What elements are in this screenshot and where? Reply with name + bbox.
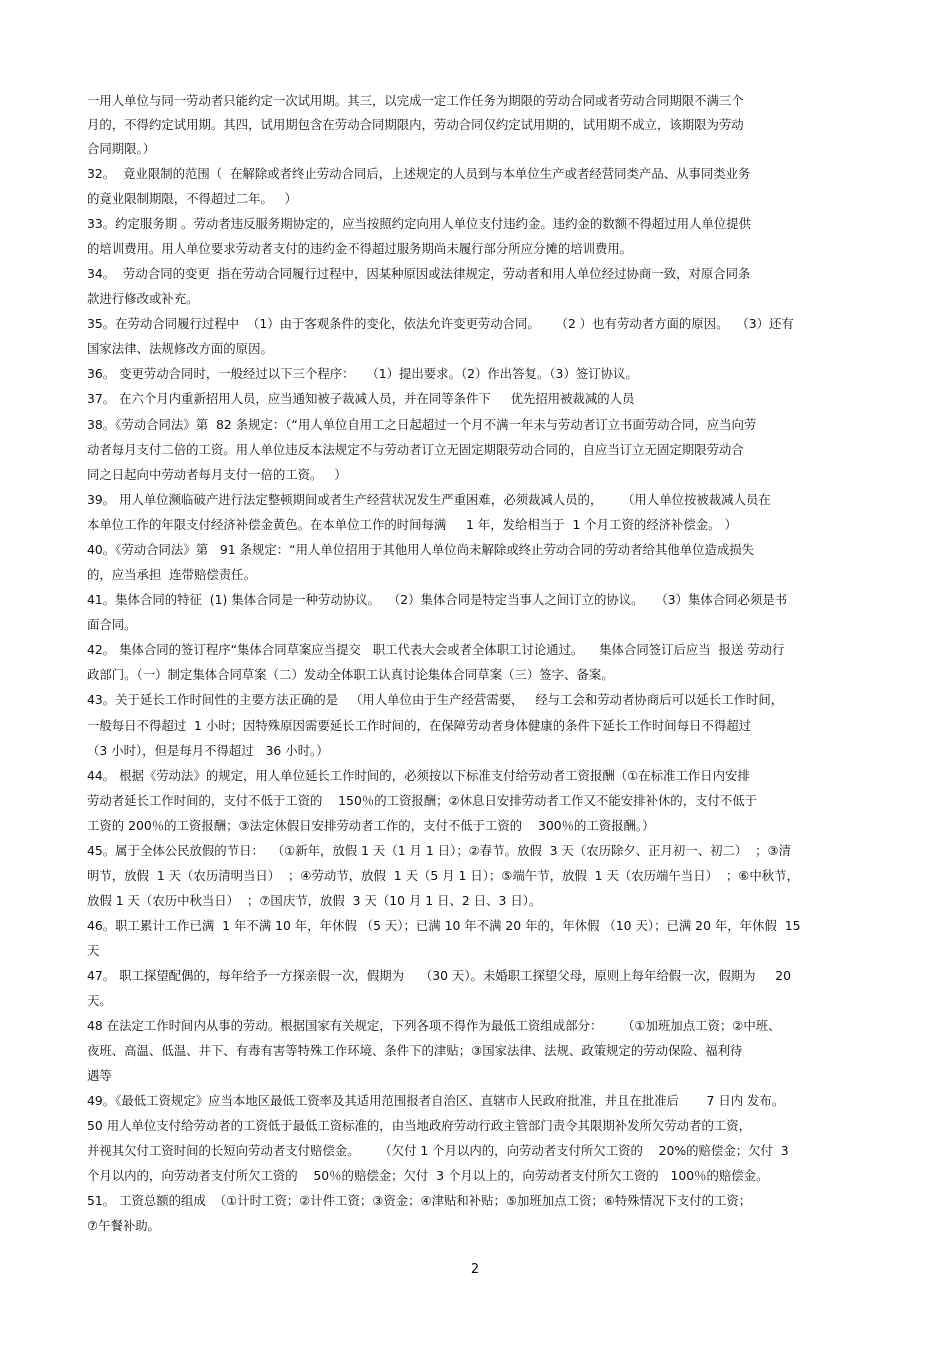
text-line: 41。集体合同的特征 (1) 集体合同是一种劳动协议。 （2）集体合同是特定当事人之间订立的协议。 （3）集体合同必须是书 bbox=[87, 592, 788, 607]
text-line: 合同期限。） bbox=[87, 141, 156, 156]
text-line: 36。 变更劳动合同时，一般经过以下三个程序： （1）提出要求。（2）作出答复。（3）签订协议。 bbox=[87, 366, 638, 381]
text-line: 国家法律、法规修改方面的原因。 bbox=[87, 341, 273, 356]
text-line: 42。 集体合同的签订程序“集体合同草案应当提交 职工代表大会或者全体职工讨论通过。 集体合同签订后应当 报送 劳动行 bbox=[87, 642, 785, 657]
text-line: 放假 1 天（农历中秋当日） ；⑦国庆节，放假 3 天（10 月 1 日、2 日、3 日）。 bbox=[87, 893, 542, 908]
text-line: 款进行修改或补充。 bbox=[87, 291, 199, 306]
text-line: 的竟业限制期限，不得超过二年。 ） bbox=[87, 191, 298, 206]
text-line: （3 小时），但是每月不得超过 36 小时。） bbox=[87, 743, 329, 758]
text-line: 49。《最低工资规定》应当本地区最低工资率及其适用范围报者自治区、直辖市人民政府批准，并且在批准后 7 日内 发布。 bbox=[87, 1093, 785, 1108]
text-line: 50 用人单位支付给劳动者的工资低于最低工资标准的，由当地政府劳动行政主管部门责令其限期补发所欠劳动者的工资， bbox=[87, 1118, 752, 1133]
text-line: 本单位工作的年限支付经济补偿金黄色。在本单位工作的时间每满 1 年，发给相当于 1 个月工资的经济补偿金。 ） bbox=[87, 517, 737, 532]
page-number: 2 bbox=[470, 1262, 480, 1277]
text-line: 天。 bbox=[87, 993, 112, 1008]
text-line: 39。 用人单位濒临破产进行法定整顿期间或者生产经营状况发生严重困难，必须裁减人员的， （用人单位按被裁减人员在 bbox=[87, 492, 771, 507]
text-line: 43。关于延长工作时间性的主要方法正确的是 （用人单位由于生产经营需要， 经与工会和劳动者协商后可以延长工作时间， bbox=[87, 692, 784, 707]
text-line: 同之日起向中劳动者每月支付一倍的工资。 ） bbox=[87, 467, 347, 482]
text-line: ⑦午餐补助。 bbox=[87, 1218, 161, 1233]
text-line: 明节，放假 1 天（农历清明当日） ；④劳动节，放假 1 天（5 月 1 日）；⑤端午节，放假 1 天（农历端午当日） ；⑥中秋节， bbox=[87, 868, 799, 883]
text-line: 一用人单位与同一劳动者只能约定一次试用期。其三，以完成一定工作任务为期限的劳动合同或者劳动合同期限不满三个 bbox=[87, 93, 744, 108]
text-line: 34。 劳动合同的变更 指在劳动合同履行过程中，因某种原因或法律规定，劳动者和用人单位经过协商一致，对原合同条 bbox=[87, 266, 751, 281]
text-line: 35。在劳动合同履行过程中 （1）由于客观条件的变化，依法允许变更劳动合同。 （2 ）也有劳动者方面的原因。 （3）还有 bbox=[87, 316, 794, 331]
text-line: 40。《劳动合同法》第 91 条规定：“用人单位招用于其他用人单位尚未解除或终止劳动合同的劳动者给其他单位造成损失 bbox=[87, 542, 755, 557]
text-line: 32。 竟业限制的范围（ 在解除或者终止劳动合同后，上述规定的人员到与本单位生产或者经营同类产品、从事同类业务 bbox=[87, 166, 751, 181]
text-line: 44。 根据《劳动法》的规定，用人单位延长工作时间的，必须按以下标准支付给劳动者工资报酬（①在标准工作日内安排 bbox=[87, 768, 750, 783]
text-line: 37。 在六个月内重新招用人员，应当通知被子裁减人员，并在同等条件下 优先招用被裁减的人员 bbox=[87, 391, 635, 406]
text-line: 46。职工累计工作已满 1 年不满 10 年，年休假 （5 天）；已满 10 年不满 20 年的，年休假 （10 天）；已满 20 年，年休假 15 bbox=[87, 918, 801, 933]
text-line: 月的，不得约定试用期。其四，试用期包含在劳动合同期限内，劳动合同仅约定试用期的，试用期不成立，该期限为劳动 bbox=[87, 117, 744, 132]
text-line: 48 在法定工作时间内从事的劳动。根据国家有关规定，下列各项不得作为最低工资组成部分： （①加班加点工资；②中班、 bbox=[87, 1018, 781, 1033]
text-line: 的，应当承担 连带赔偿责任。 bbox=[87, 567, 256, 582]
text-line: 遇等 bbox=[87, 1068, 112, 1083]
text-line: 动者每月支付二倍的工资。用人单位违反本法规定不与劳动者订立无固定期限劳动合同的，自应当订立无固定期限劳动合 bbox=[87, 442, 744, 457]
text-line: 工资的 200％的工资报酬；③法定休假日安排劳动者工作的，支付不低于工资的 300％的工资报酬。） bbox=[87, 818, 655, 833]
text-line: 政部门。（一）制定集体合同草案（二）发动全体职工认真讨论集体合同草案（三）签字、备案。 bbox=[87, 667, 614, 682]
text-line: 劳动者延长工作时间的，支付不低于工资的 150％的工资报酬；②休息日安排劳动者工作又不能安排补休的，支付不低于 bbox=[87, 793, 758, 808]
text-line: 45。属于全体公民放假的节日： （①新年，放假 1 天（1 月 1 日）；②春节。放假 3 天（农历除夕、正月初一、初二） ；③清 bbox=[87, 843, 792, 858]
text-line: 并视其欠付工资时间的长短向劳动者支付赔偿金。 （欠付 1 个月以内的，向劳动者支付所欠工资的 20%的赔偿金；欠付 3 bbox=[87, 1143, 789, 1158]
text-line: 个月以内的，向劳动者支付所欠工资的 50％的赔偿金；欠付 3 个月以上的，向劳动者支付所欠工资的 100％的赔偿金。 bbox=[87, 1168, 769, 1183]
text-line: 面合同。 bbox=[87, 617, 137, 632]
text-line: 一般每日不得超过 1 小时；因特殊原因需要延长工作时间的，在保障劳动者身体健康的条件下延长工作时间每日不得超过 bbox=[87, 718, 752, 733]
text-line: 天 bbox=[87, 943, 100, 958]
text-line: 的培训费用。用人单位要求劳动者支付的违约金不得超过服务期尚未履行部分所应分摊的培训费用。 bbox=[87, 241, 633, 256]
text-line: 38。《劳动合同法》第 82 条规定：（“用人单位自用工之日起超过一个月不满一年未与劳动者订立书面劳动合同，应当向劳 bbox=[87, 417, 757, 432]
text-line: 夜班、高温、低温、井下、有毒有害等特殊工作环境、条件下的津贴；③国家法律、法规、政策规定的劳动保险、福利待 bbox=[87, 1043, 743, 1058]
text-line: 33。约定服务期 。劳动者违反服务期协定的，应当按照约定向用人单位支付违约金。违约金的数额不得超过用人单位提供 bbox=[87, 216, 752, 231]
text-line: 47。 职工探望配偶的，每年给予一方探亲假一次，假期为 （30 天）。未婚职工探望父母，原则上每年给假一次，假期为 20 bbox=[87, 968, 791, 983]
text-line: 51。 工资总额的组成 （①计时工资；②计件工资；③资金；④津贴和补贴；⑤加班加点工资；⑥特殊情况下支付的工资； bbox=[87, 1193, 752, 1208]
